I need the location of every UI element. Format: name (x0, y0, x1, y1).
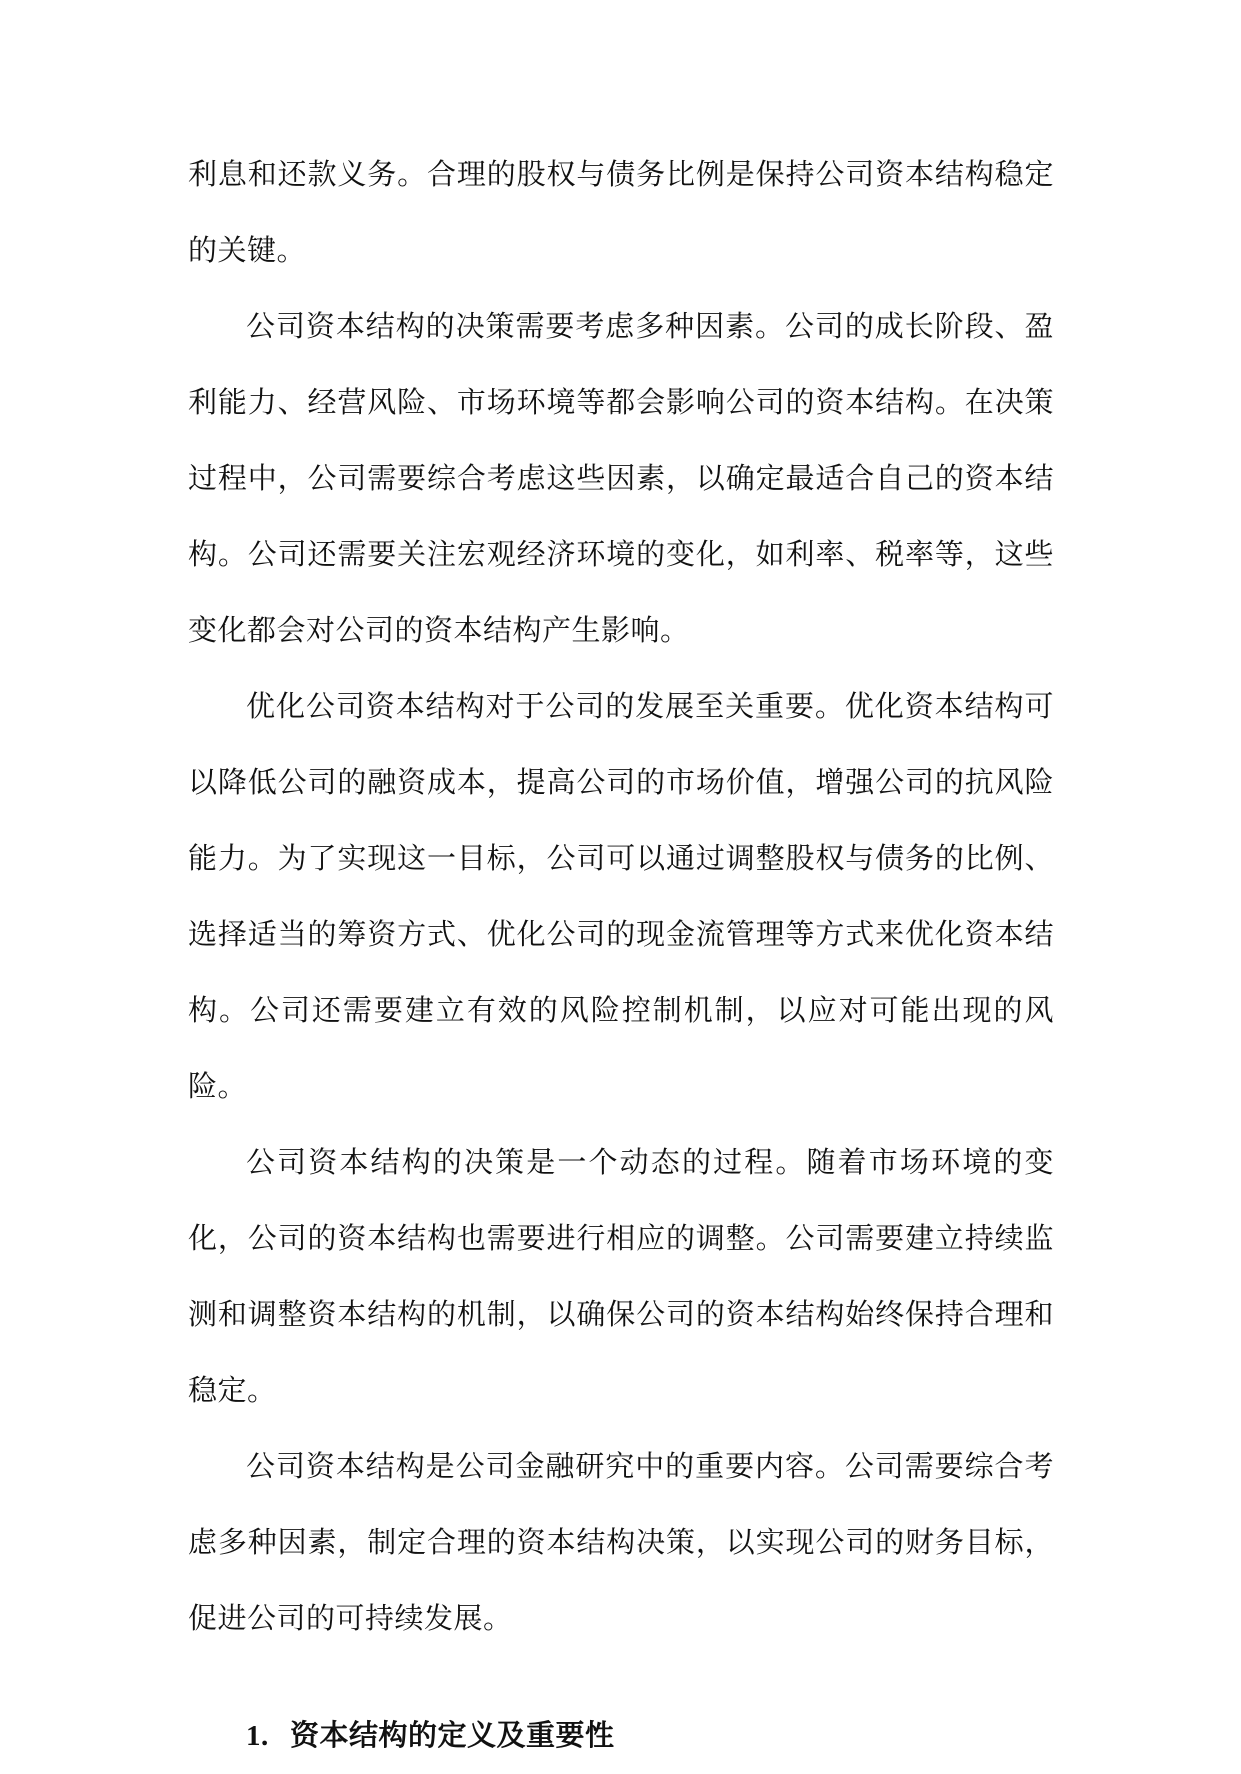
section-heading (188, 1697, 1054, 1774)
paragraph-decision-factors: 公司资本结构的决策需要考虑多种因素。公司的成长阶段、盈利能力、经营风险、市场环境等都会影响公司的资本结构。在决策过程中，公司需要综合考虑这些因素，以确定最适合自己的资本结构。公司还需要关注宏观经济环境的变化，如利率、税率等，这些变化都会对公司的资本结构产生影响。 (188, 309, 1054, 647)
paragraph-dynamic-process: 公司资本结构的决策是一个动态的过程。随着市场环境的变化，公司的资本结构也需要进行相应的调整。公司需要建立持续监测和调整资本结构的机制，以确保公司的资本结构始终保持合理和稳定。 (188, 1145, 1054, 1407)
paragraph-optimization: 优化公司资本结构对于公司的发展至关重要。优化资本结构可以降低公司的融资成本，提高公司的市场价值，增强公司的抗风险能力。为了实现这一目标，公司可以通过调整股权与债务的比例、选择适当的筹资方式、优化公司的现金流管理等方式来优化资本结构。公司还需要建立有效的风险控制机制，以应对可能出现的风险。 (188, 689, 1054, 1103)
section-number: 1. (246, 1720, 269, 1752)
paragraph-continuation: 利息和还款义务。合理的股权与债务比例是保持公司资本结构稳定的关键。 (188, 157, 1054, 267)
document-page (188, 136, 1054, 1774)
section-title: 资本结构的定义及重要性 (290, 1718, 615, 1752)
paragraph-summary: 公司资本结构是公司金融研究中的重要内容。公司需要综合考虑多种因素，制定合理的资本结构决策，以实现公司的财务目标，促进公司的可持续发展。 (188, 1449, 1054, 1635)
